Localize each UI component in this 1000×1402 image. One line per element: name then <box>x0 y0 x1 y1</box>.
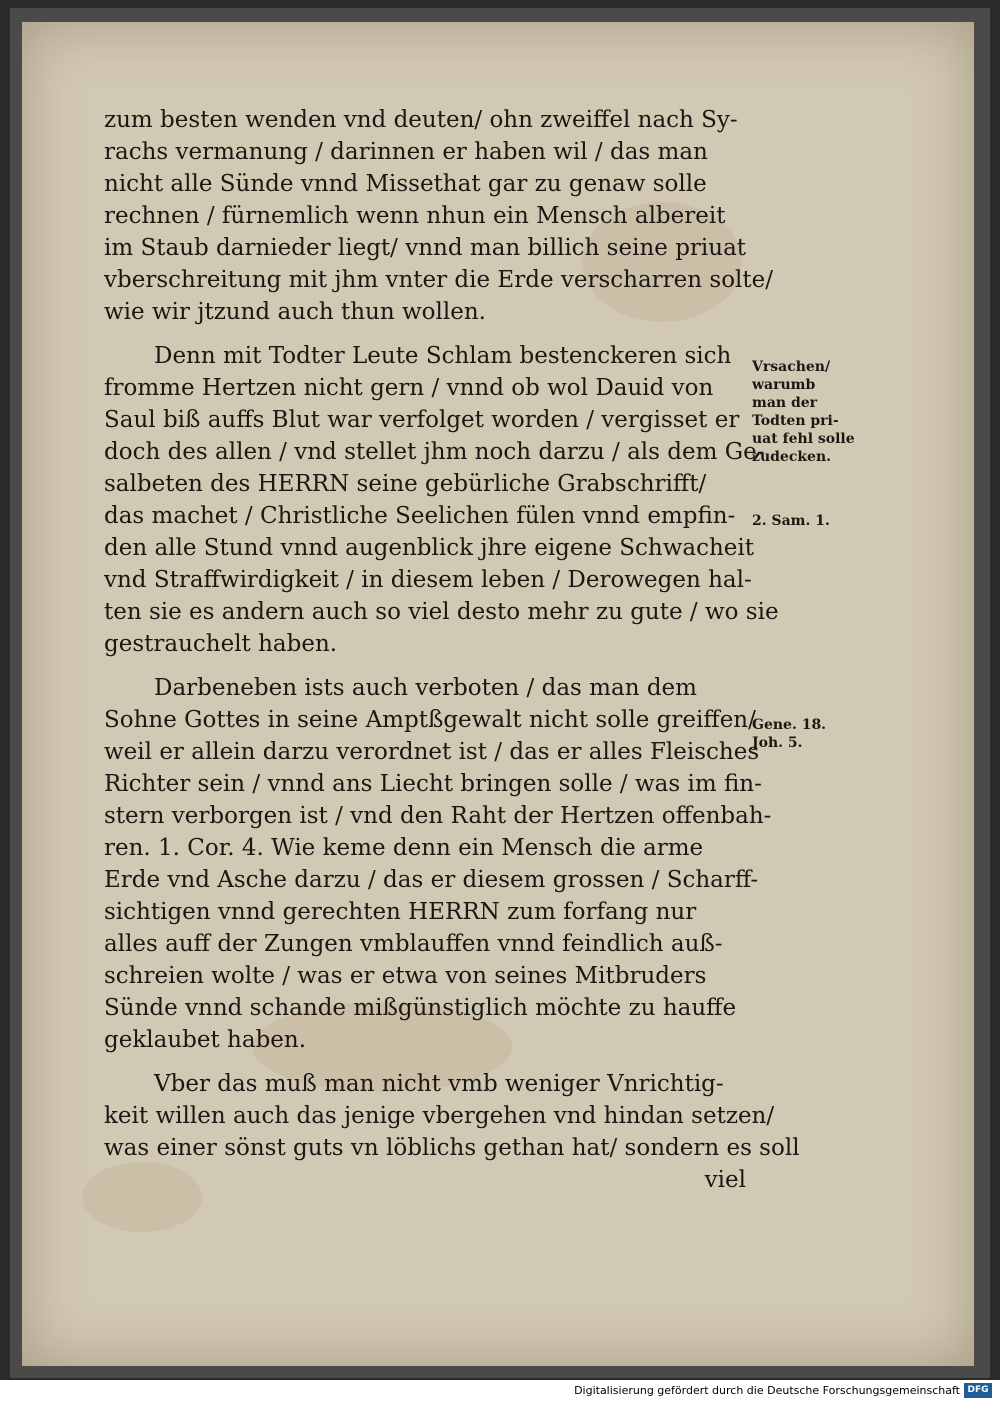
marginal-note-line: man der <box>752 395 818 411</box>
text-line: Denn mit Todter Leute Schlam bestenckeren sich <box>154 343 732 369</box>
text-line: sichtigen vnnd gerechten HERRN zum forfang nur <box>104 899 697 925</box>
marginal-note-line: uat fehl solle <box>752 431 855 447</box>
dfg-logo: DFG <box>964 1383 992 1398</box>
text-line: rachs vermanung / darinnen er haben wil / das man <box>104 139 708 165</box>
marginal-note-line: Todten pri- <box>752 413 839 429</box>
funding-credit: Digitalisierung gefördert durch die Deutsche Forschungsgemeinschaft <box>574 1384 960 1397</box>
paragraph-2 <box>104 340 779 660</box>
text-line: schreien wolte / was er etwa von seines Mitbruders <box>104 963 707 989</box>
text-line: geklaubet haben. <box>104 1027 307 1053</box>
text-line: das machet / Christliche Seelichen fülen vnnd empfin- <box>104 503 736 529</box>
text-line: Sohne Gottes in seine Amptßgewalt nicht solle greiffen/ <box>104 707 756 733</box>
text-line: vnd Straffwirdigkeit / in diesem leben / Derowegen hal- <box>104 567 752 593</box>
marginal-note-line: Vrsachen/ <box>752 359 831 375</box>
marginal-note-line: Gene. 18. <box>752 717 827 733</box>
text-line: Erde vnd Asche darzu / das er diesem grossen / Scharff- <box>104 867 759 893</box>
text-line: vberschreitung mit jhm vnter die Erde verscharren solte/ <box>104 267 774 293</box>
marginal-note-1 <box>752 358 855 466</box>
paragraph-4 <box>104 1068 800 1196</box>
text-line: ren. 1. Cor. 4. Wie keme denn ein Mensch die arme <box>104 835 704 861</box>
text-line: zum besten wenden vnd deuten/ ohn zweiffel nach Sy- <box>104 107 738 133</box>
marginal-note-line: Joh. 5. <box>752 735 803 751</box>
text-line: den alle Stund vnnd augenblick jhre eigene Schwacheit <box>104 535 755 561</box>
text-line: ten sie es andern auch so viel desto mehr zu gute / wo sie <box>104 599 779 625</box>
marginal-note-3 <box>752 716 826 752</box>
text-line: wie wir jtzund auch thun wollen. <box>104 299 486 325</box>
text-line: doch des allen / vnd stellet jhm noch darzu / als dem Ge- <box>104 439 765 465</box>
marginal-note-2 <box>752 512 830 530</box>
text-line: gestrauchelt haben. <box>104 631 338 657</box>
marginal-note-line: warumb <box>752 377 816 393</box>
text-line: im Staub darnieder liegt/ vnnd man billich seine priuat <box>104 235 747 261</box>
text-line: alles auff der Zungen vmblauffen vnnd feindlich auß- <box>104 931 723 957</box>
text-line: was einer sönst guts vn löblichs gethan hat/ sondern es soll <box>104 1135 800 1161</box>
text-line: Sünde vnnd schande mißgünstiglich möchte zu hauffe <box>104 995 737 1021</box>
marginal-note-line: zudecken. <box>752 449 832 465</box>
text-line: Richter sein / vnnd ans Liecht bringen solle / was im fin- <box>104 771 762 797</box>
footer-bar <box>0 1380 1000 1402</box>
text-line: Darbeneben ists auch verboten / das man dem <box>154 675 697 701</box>
text-line: nicht alle Sünde vnnd Missethat gar zu genaw solle <box>104 171 707 197</box>
text-line: stern verborgen ist / vnd den Raht der Hertzen offenbah- <box>104 803 772 829</box>
text-line: salbeten des HERRN seine gebürliche Grabschrifft/ <box>104 471 707 497</box>
text-line: keit willen auch das jenige vbergehen vnd hindan setzen/ <box>104 1103 775 1129</box>
paragraph-3 <box>104 672 772 1056</box>
marginal-note-line: 2. Sam. 1. <box>752 513 830 529</box>
text-line: rechnen / fürnemlich wenn nhun ein Mensch albereit <box>104 203 726 229</box>
text-line: Saul biß auffs Blut war verfolget worden / vergisset er <box>104 407 740 433</box>
catchword: viel <box>704 1167 746 1193</box>
text-line: fromme Hertzen nicht gern / vnnd ob wol Dauid von <box>104 375 714 401</box>
text-line: Vber das muß man nicht vmb weniger Vnrichtig- <box>154 1071 724 1097</box>
paragraph-1 <box>104 104 774 328</box>
text-line: weil er allein darzu verordnet ist / das er alles Fleisches <box>104 739 760 765</box>
